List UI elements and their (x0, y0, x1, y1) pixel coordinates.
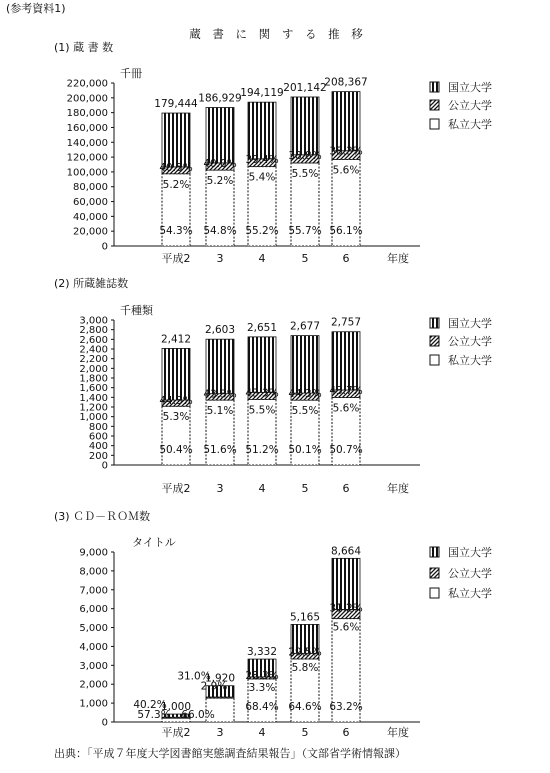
y-tick-label: 40,000 (73, 211, 108, 223)
pct-label-national: 39.4% (245, 153, 279, 166)
bar-total-label: 208,367 (324, 76, 368, 89)
y-tick-label: 2,000 (79, 363, 108, 375)
x-tick-label: 6 (342, 252, 350, 265)
bar-segment-national (206, 339, 234, 393)
pct-label-public: 3.3% (248, 681, 276, 694)
charts-group (54, 40, 492, 739)
pct-label-private: 54.8% (203, 225, 237, 237)
pct-label-public: 2.9% (200, 680, 228, 693)
y-tick-label: 0 (101, 460, 108, 472)
bar-total-label: 3,332 (246, 646, 278, 659)
bar-segment-national (248, 337, 276, 392)
source-note: 出典：「平成７年度大学図書館実態調査結果報告」（文部省学術情報課） (54, 747, 406, 760)
pct-label-national: 28.3% (245, 669, 279, 682)
bar-total-label: 186,929 (198, 92, 242, 105)
pct-label-private: 56.1% (329, 225, 363, 237)
bar-total-label: 2,412 (160, 333, 192, 346)
unit-label: タイトル (132, 536, 176, 549)
y-tick-label: 9,000 (79, 547, 108, 559)
y-tick-label: 160,000 (66, 122, 108, 134)
y-tick-label: 3,000 (79, 660, 108, 672)
x-tick-label: 6 (342, 482, 350, 495)
unit-label: 千冊 (120, 67, 142, 80)
pct-label-public: 5.6% (332, 402, 360, 415)
legend-swatch (430, 318, 439, 328)
pct-label-national: 43.7% (329, 384, 363, 397)
pct-label-public: 5.4% (248, 171, 276, 184)
pct-label-private: 51.2% (245, 444, 279, 456)
legend-swatch (430, 568, 439, 578)
legend-label: 私立大学 (448, 587, 492, 600)
y-tick-label: 8,000 (79, 566, 108, 578)
y-tick-label: 2,000 (79, 679, 108, 691)
legend-swatch (430, 119, 439, 129)
pct-label-private: 51.6% (203, 444, 237, 456)
bar-total-label: 194,119 (240, 87, 284, 100)
pct-label-private: 54.3% (159, 225, 193, 237)
y-tick-label: 800 (88, 421, 108, 433)
pct-label-national: 38.8% (288, 149, 322, 162)
pct-label-public: 5.5% (291, 405, 319, 418)
y-tick-label: 1,400 (79, 392, 108, 404)
bar-segment-national (332, 332, 360, 390)
pct-label-public: 5.2% (206, 175, 234, 188)
bar-total-label: 2,757 (330, 316, 362, 329)
pct-label-national: 38.3% (329, 145, 363, 158)
unit-label: 千種類 (120, 304, 153, 317)
legend-swatch (430, 547, 439, 557)
section-label: (2) 所蔵雑誌数 (54, 277, 129, 290)
y-tick-label: 2,200 (79, 354, 108, 366)
bar-total-label: 1,920 (204, 672, 236, 685)
pct-label-public: 5.8% (291, 661, 319, 674)
bar-segment-national (162, 113, 190, 167)
bar-segment-national (162, 348, 190, 400)
y-tick-label: 1,000 (79, 412, 108, 424)
bar-total-label: 201,142 (283, 81, 327, 94)
legend-label: 国立大学 (448, 81, 492, 94)
pct-label-private: 66.0% (181, 709, 215, 721)
y-tick-label: 0 (101, 241, 108, 253)
bar-segment-national (291, 336, 319, 393)
y-tick-label: 6,000 (79, 604, 108, 616)
y-tick-label: 0 (101, 717, 108, 729)
y-tick-label: 4,000 (79, 641, 108, 653)
x-axis-title: 年度 (387, 252, 409, 265)
section-label: (3) ＣＤ－ＲＯＭ数 (54, 510, 151, 523)
x-tick-label: 4 (258, 726, 266, 739)
y-tick-label: 1,200 (79, 402, 108, 414)
bar-total-label: 5,165 (289, 611, 321, 624)
section-label: (1) 蔵 書 数 (54, 41, 114, 54)
y-tick-label: 200 (88, 450, 108, 462)
x-tick-label: 5 (301, 252, 309, 265)
legend-label: 公立大学 (448, 567, 492, 580)
y-tick-label: 80,000 (73, 182, 108, 194)
legend-label: 公立大学 (448, 99, 492, 112)
legend-swatch (430, 336, 439, 346)
pct-label-national: 44.3% (159, 395, 193, 408)
x-tick-label: 3 (216, 482, 224, 495)
y-tick-label: 120,000 (66, 152, 108, 164)
pct-label-national: 43.3% (245, 387, 279, 400)
pct-label-private: 50.4% (159, 444, 193, 456)
pct-label-national: 40.0% (203, 157, 237, 170)
bar-total-label: 2,677 (289, 320, 321, 333)
pct-label-public: 5.6% (332, 621, 360, 634)
bar-total-label: 2,651 (246, 321, 278, 334)
x-tick-label: 平成2 (161, 726, 191, 739)
y-tick-label: 7,000 (79, 585, 108, 597)
main-title: 蔵 書 に 関 す る 推 移 (189, 27, 367, 41)
chart-2 (54, 276, 492, 495)
legend-label: 国立大学 (448, 546, 492, 559)
pct-label-national: 40.5% (159, 161, 193, 174)
pct-label-private: 57.3% (137, 709, 171, 721)
y-tick-label: 1,800 (79, 373, 108, 385)
pct-label-private: 55.2% (245, 225, 279, 237)
x-tick-label: 平成2 (161, 252, 191, 265)
x-tick-label: 4 (258, 252, 266, 265)
pct-label-national: 40.2% (133, 699, 167, 712)
pct-label-national: 31.0% (177, 670, 211, 683)
pct-label-public: 5.2% (162, 178, 190, 191)
x-tick-label: 5 (301, 726, 309, 739)
legend-swatch (430, 100, 439, 110)
pct-label-public: 5.5% (291, 167, 319, 180)
legend-label: 私立大学 (448, 354, 492, 367)
pct-label-private: 68.4% (245, 701, 279, 713)
bar-total-label: 179,444 (154, 98, 198, 111)
chart-3 (54, 509, 492, 739)
bar-total-label: 8,664 (330, 545, 362, 558)
x-tick-label: 3 (216, 726, 224, 739)
bar-total-label: 2,603 (204, 324, 236, 337)
x-tick-label: 5 (301, 482, 309, 495)
bar-segment-national (206, 108, 234, 163)
x-axis-title: 年度 (387, 726, 409, 739)
pct-label-private: 55.7% (288, 225, 322, 237)
pct-label-private: 50.1% (288, 444, 322, 456)
y-tick-label: 2,400 (79, 344, 108, 356)
pct-label-national: 29.5% (288, 646, 322, 659)
chart-1 (54, 40, 492, 265)
y-tick-label: 60,000 (73, 197, 108, 209)
reference-label: (参考資料1) (6, 2, 66, 15)
y-tick-label: 1,600 (79, 383, 108, 395)
pct-label-public: 5.3% (162, 411, 190, 424)
y-tick-label: 20,000 (73, 226, 108, 238)
y-tick-label: 3,000 (79, 315, 108, 327)
legend-label: 国立大学 (448, 317, 492, 330)
pct-label-private: 63.2% (329, 701, 363, 713)
y-tick-label: 100,000 (66, 167, 108, 179)
pct-label-public: 5.6% (332, 164, 360, 177)
y-tick-label: 600 (88, 431, 108, 443)
pct-label-national: 31.2% (329, 602, 363, 615)
x-tick-label: 4 (258, 482, 266, 495)
y-tick-label: 2,600 (79, 334, 108, 346)
pct-label-national: 44.3% (288, 388, 322, 401)
legend-swatch (430, 588, 439, 598)
x-tick-label: 3 (216, 252, 224, 265)
y-tick-label: 1,000 (79, 698, 108, 710)
x-tick-label: 平成2 (161, 482, 191, 495)
legend-swatch (430, 82, 439, 92)
legend-label: 公立大学 (448, 335, 492, 348)
bar-segment-national (248, 102, 276, 159)
legend-label: 私立大学 (448, 118, 492, 131)
pct-label-public: 5.1% (206, 405, 234, 418)
y-tick-label: 5,000 (79, 623, 108, 635)
x-axis-title: 年度 (387, 482, 409, 495)
y-tick-label: 220,000 (66, 78, 108, 90)
legend-swatch (430, 355, 439, 365)
y-tick-label: 200,000 (66, 93, 108, 105)
y-tick-label: 180,000 (66, 108, 108, 120)
bar-segment-national (291, 97, 319, 155)
y-tick-label: 400 (88, 441, 108, 453)
bar-total-label: 1,000 (160, 701, 192, 714)
y-tick-label: 2,800 (79, 325, 108, 337)
x-tick-label: 6 (342, 726, 350, 739)
pct-label-public: 5.5% (248, 404, 276, 417)
bar-segment-national (332, 92, 360, 151)
pct-label-private: 64.6% (288, 701, 322, 713)
pct-label-national: 43.3% (203, 388, 237, 401)
pct-label-private: 50.7% (329, 444, 363, 456)
y-tick-label: 140,000 (66, 137, 108, 149)
